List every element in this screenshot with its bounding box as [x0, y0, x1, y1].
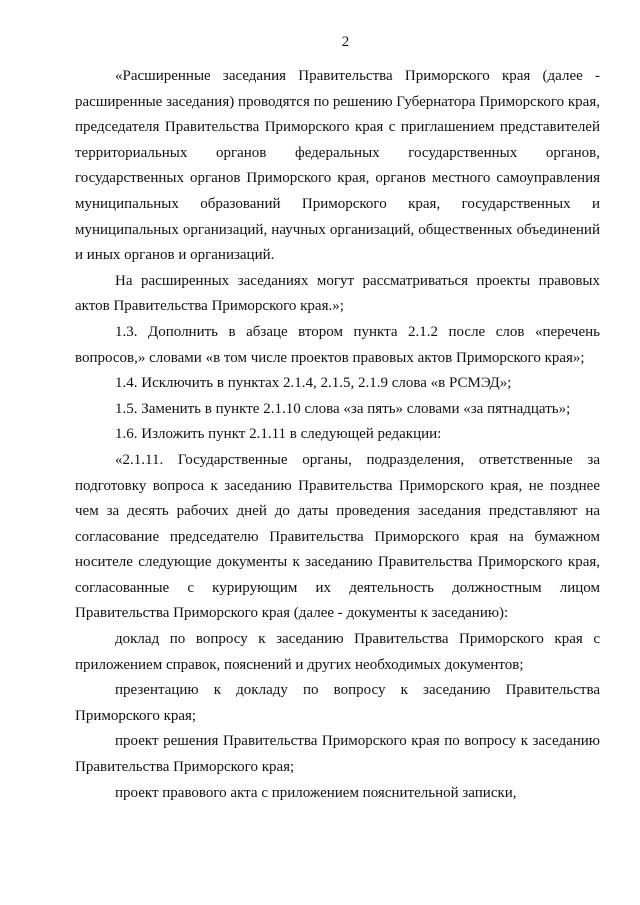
- paragraph-draft-legal-act: проект правового акта с приложением пояснительной записки,: [115, 784, 517, 801]
- paragraph-draft-decision: проект решения Правительства Приморского края по вопросу к заседанию Правительства Приморского края;: [75, 733, 600, 776]
- paragraph-1-3: 1.3. Дополнить в абзаце втором пункта 2.1.2 после слов «перечень вопросов,» словами «в том числе проектов правовых актов Приморского края»;: [75, 323, 600, 366]
- page-number: 2: [341, 34, 350, 50]
- paragraph-2-1-11: «2.1.11. Государственные органы, подразделения, ответственные за подготовку вопроса к заседанию Правительства Приморского края, не позднее чем за десять рабочих дней до даты проведения заседания представляют на согласование председателю Правительства Приморского края на бумажном носителе следующие документы к заседанию Правительства Приморского края, согласованные с курирующим их деятельность должностным лицом Правительства Приморского края (далее - документы к заседанию):: [75, 451, 600, 622]
- paragraph-report: доклад по вопросу к заседанию Правительства Приморского края с приложением справок, пояснений и других необходимых документов;: [75, 631, 600, 673]
- paragraph-extended-sessions: «Расширенные заседания Правительства Приморского края (далее - расширенные заседания) проводятся по решению Губернатора Приморского края, председателя Правительства Приморского края с приглашением представителей территориальных органов федеральных государственных органов, государственных органов Приморского края, органов местного самоуправления муниципальных образований Приморского края, государственных и муниципальных организаций, научных организаций, общественных объединений и иных органов и организаций.: [75, 68, 600, 264]
- paragraph-1-4: 1.4. Исключить в пунктах 2.1.4, 2.1.5, 2.1.9 слова «в РСМЭД»;: [115, 375, 512, 392]
- paragraph-1-6: 1.6. Изложить пункт 2.1.11 в следующей редакции:: [115, 426, 442, 443]
- paragraph-1-5: 1.5. Заменить в пункте 2.1.10 слова «за пять» словами «за пятнадцать»;: [115, 400, 571, 417]
- paragraph-draft-acts: На расширенных заседаниях могут рассматриваться проекты правовых актов Правительства Приморского края.»;: [75, 272, 600, 315]
- paragraph-presentation: презентацию к докладу по вопросу к заседанию Правительства Приморского края;: [75, 682, 600, 724]
